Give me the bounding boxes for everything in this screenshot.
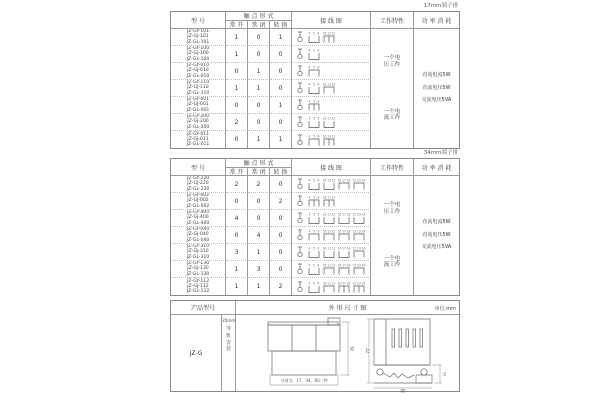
svg-text:4: 4: [308, 229, 310, 234]
normally-closed-count: 1: [248, 131, 270, 148]
changeover-count: 0: [270, 244, 292, 261]
working-characteristic-cell: [371, 176, 414, 295]
normally-closed-header: 常 闭: [248, 168, 270, 177]
svg-text:10: 10: [322, 229, 326, 234]
front-height-dimension: 70: [350, 346, 355, 352]
normally-closed-count: 0: [248, 46, 270, 63]
model-cell: [171, 176, 226, 193]
wiring-diagram-svg: [293, 114, 370, 130]
wiring-diagram-header: 接 线 图: [292, 12, 371, 29]
unit-label: 单位:mm: [434, 305, 456, 312]
svg-text:12: 12: [331, 229, 335, 234]
working-characteristic-header: 工作特性: [371, 159, 414, 176]
wiring-diagram-svg: [293, 132, 370, 148]
svg-text:6: 6: [317, 31, 319, 36]
svg-text:12: 12: [331, 246, 335, 251]
svg-text:23: 23: [356, 212, 361, 217]
svg-text:4: 4: [308, 195, 310, 200]
changeover-count: 1: [270, 29, 292, 46]
normally-open-count: 1: [226, 80, 248, 97]
model-name: JZ-GJ-220: [187, 181, 209, 187]
model-cell: [171, 131, 226, 148]
svg-text:6: 6: [317, 281, 319, 285]
svg-text:16: 16: [337, 246, 341, 251]
svg-text:24: 24: [361, 178, 365, 183]
svg-text:16: 16: [337, 263, 341, 268]
svg-text:22: 22: [352, 178, 356, 183]
wiring-diagram-svg: [293, 29, 370, 45]
model-name: JZ-GL-002: [186, 203, 210, 209]
model-name: JZ-GL-130: [186, 271, 210, 277]
changeover-count: 1: [270, 97, 292, 114]
svg-text:6: 6: [317, 82, 319, 87]
model-name: JZ-GL-110: [186, 90, 210, 96]
model-name: JZ-GY-101: [186, 29, 210, 35]
normally-closed-count: 4: [248, 227, 270, 244]
wiring-diagram-cell: [292, 176, 371, 193]
model-name: JZ-GL-010: [186, 73, 210, 79]
svg-text:17: 17: [341, 229, 346, 234]
power-consumption-line: 直流电压5W: [422, 84, 451, 91]
svg-text:11: 11: [326, 116, 331, 121]
svg-text:5: 5: [312, 178, 315, 183]
svg-text:11: 11: [326, 82, 331, 87]
normally-closed-count: 1: [248, 244, 270, 261]
power-consumption-line: 直流电压5W: [422, 231, 451, 238]
svg-text:11: 11: [326, 281, 331, 285]
normally-closed-count: 0: [248, 97, 270, 114]
model-name: JZ-GJ-002: [187, 198, 209, 204]
svg-text:4: 4: [308, 212, 310, 217]
normally-closed-count: 1: [248, 80, 270, 97]
normally-open-header: 常 开: [226, 21, 248, 30]
model-name: JZ-GL-400: [186, 220, 210, 226]
svg-text:24: 24: [361, 263, 365, 268]
wiring-diagram-svg: [293, 80, 370, 96]
normally-open-count: 0: [226, 97, 248, 114]
svg-text:10: 10: [322, 178, 326, 183]
power-consumption-header: 功 率 消 耗: [414, 159, 459, 176]
svg-text:23: 23: [356, 281, 361, 285]
svg-text:6: 6: [317, 65, 319, 70]
spec-table-17mm: [170, 11, 460, 149]
model-name: JZ-GY-310: [186, 244, 210, 250]
svg-text:11: 11: [326, 229, 331, 234]
svg-text:5: 5: [312, 281, 315, 285]
model-name: JZ-GY-200: [186, 114, 210, 120]
svg-text:18: 18: [346, 212, 350, 217]
model-name: JZ-GL-112: [186, 289, 210, 295]
changeover-count: 2: [270, 193, 292, 210]
svg-text:17: 17: [341, 281, 346, 285]
spec-table-34mm: [170, 158, 460, 296]
normally-closed-count: 2: [248, 176, 270, 193]
svg-text:6: 6: [317, 246, 319, 251]
normally-open-count: 0: [226, 193, 248, 210]
model-name: JZ-GJ-400: [187, 215, 209, 221]
wiring-diagram-cell: [292, 29, 371, 46]
model-name: JZ-GL-200: [186, 124, 210, 130]
svg-text:10: 10: [322, 263, 326, 268]
changeover-count: 0: [270, 80, 292, 97]
svg-text:12: 12: [331, 281, 335, 285]
model-name: JZ-GJ-011: [187, 136, 209, 142]
wiring-diagram-cell: [292, 278, 371, 295]
svg-text:5: 5: [312, 195, 315, 200]
model-name: JZ-GL-040: [186, 237, 210, 243]
normally-open-count: 1: [226, 278, 248, 295]
svg-text:24: 24: [361, 212, 365, 217]
svg-text:5: 5: [312, 134, 315, 138]
normally-closed-count: 0: [248, 193, 270, 210]
model-name: JZ-GJ-010: [187, 68, 209, 74]
model-cell: [171, 244, 226, 261]
outline-drawings: [236, 315, 459, 391]
svg-text:17: 17: [341, 246, 346, 251]
svg-text:16: 16: [337, 281, 341, 285]
model-cell: [171, 114, 226, 131]
model-cell: [171, 63, 226, 80]
normally-open-count: 1: [226, 46, 248, 63]
svg-text:24: 24: [361, 246, 365, 251]
normally-closed-count: 1: [248, 63, 270, 80]
normally-open-count: 0: [226, 63, 248, 80]
svg-text:4: 4: [308, 82, 310, 87]
normally-open-count: 3: [226, 244, 248, 261]
product-model-cell: JZ-G: [171, 315, 222, 391]
svg-text:22: 22: [352, 263, 356, 268]
changeover-count: 0: [270, 114, 292, 131]
terminal-size-label-34mm: 34mm端子排: [423, 150, 458, 156]
model-name: JZ-GL-100: [186, 56, 210, 62]
svg-text:23: 23: [356, 178, 361, 183]
svg-text:5: 5: [312, 65, 315, 70]
terminal-variants-note: 分别为：17、34、60三种: [280, 378, 328, 383]
svg-text:4: 4: [308, 263, 310, 268]
dimensions-header-label: 外 形 尺 寸 图: [328, 305, 367, 312]
mounting-size: 35mm: [222, 318, 236, 323]
model-name: JZ-GY-130: [186, 261, 210, 267]
svg-text:10: 10: [322, 82, 326, 87]
model-name: JZ-GY-040: [186, 227, 210, 233]
model-name: JZ-GY-002: [186, 193, 210, 199]
svg-text:18: 18: [346, 229, 350, 234]
model-name: JZ-GL-001: [186, 107, 210, 113]
mounting-vertical-text: 导轨安装: [225, 326, 231, 353]
changeover-count: 1: [270, 131, 292, 148]
wiring-diagram-cell: [292, 261, 371, 278]
working-mode: 一个电流工作: [383, 108, 401, 122]
wiring-diagram-svg: [293, 244, 370, 260]
svg-text:5: 5: [312, 263, 315, 268]
model-cell: [171, 29, 226, 46]
wiring-diagram-cell: [292, 210, 371, 227]
svg-text:4: 4: [308, 48, 310, 53]
side-view-drawing: [366, 315, 452, 393]
svg-text:10: 10: [322, 31, 326, 36]
model-name: JZ-GJ-310: [187, 249, 209, 255]
changeover-header: 转 换: [270, 168, 292, 177]
dimension-table: [170, 300, 460, 392]
svg-text:12: 12: [331, 82, 335, 87]
power-consumption-header: 功 率 消 耗: [414, 12, 459, 29]
wiring-diagram-cell: [292, 63, 371, 80]
svg-text:10: 10: [322, 281, 326, 285]
model-name: JZ-GL-101: [186, 39, 210, 45]
contact-form-header: 触 点 形 式: [226, 159, 292, 168]
changeover-count: 0: [270, 63, 292, 80]
power-consumption-line: 直流电流5W: [422, 219, 451, 226]
terminal-size-label-17mm: 17mm端子排: [423, 3, 458, 9]
changeover-header: 转 换: [270, 21, 292, 30]
normally-closed-count: 1: [248, 278, 270, 295]
svg-text:11: 11: [326, 134, 331, 138]
svg-text:12: 12: [331, 263, 335, 268]
wiring-diagram-cell: [292, 114, 371, 131]
dimension-table-body: [171, 315, 459, 391]
changeover-count: 0: [270, 227, 292, 244]
svg-text:6: 6: [317, 229, 319, 234]
svg-text:18: 18: [346, 263, 350, 268]
svg-text:10: 10: [322, 246, 326, 251]
svg-text:4: 4: [308, 281, 310, 285]
svg-text:12: 12: [331, 116, 335, 121]
svg-text:12: 12: [331, 212, 335, 217]
svg-text:16: 16: [337, 178, 341, 183]
model-name: JZ-GL-310: [186, 254, 210, 260]
wiring-diagram-svg: [293, 176, 370, 192]
model-name: JZ-GJ-100: [187, 51, 209, 57]
svg-text:4: 4: [308, 31, 310, 36]
model-name: JZ-GL-011: [186, 142, 210, 148]
svg-text:11: 11: [326, 246, 331, 251]
model-name: JZ-GJ-001: [187, 102, 209, 108]
wiring-diagram-svg: [293, 63, 370, 79]
working-mode: 一个电压工作: [383, 55, 401, 68]
svg-text:10: 10: [322, 116, 326, 121]
power-consumption-line: 交流电压5VA: [421, 97, 452, 104]
model-name: JZ-GY-100: [186, 46, 210, 52]
svg-text:4: 4: [308, 116, 310, 121]
dimension-table-header: [171, 301, 459, 315]
model-name: JZ-GY-011: [186, 131, 210, 137]
svg-text:5: 5: [312, 246, 315, 251]
svg-text:5: 5: [312, 31, 315, 36]
normally-open-count: 0: [226, 227, 248, 244]
model-cell: [171, 80, 226, 97]
normally-closed-count: 0: [248, 114, 270, 131]
svg-text:6: 6: [317, 212, 319, 217]
changeover-count: 2: [270, 278, 292, 295]
svg-text:17: 17: [341, 212, 346, 217]
model-name: JZ-GJ-200: [187, 119, 209, 125]
dimensions-header: [236, 301, 459, 314]
power-consumption-cell: [414, 29, 459, 148]
model-name: JZ-GJ-101: [187, 34, 209, 40]
svg-text:22: 22: [352, 229, 356, 234]
svg-text:23: 23: [356, 246, 361, 251]
svg-text:18: 18: [346, 246, 350, 251]
svg-text:5: 5: [312, 48, 315, 53]
normally-open-count: 1: [226, 29, 248, 46]
svg-text:5: 5: [312, 99, 315, 104]
working-mode: 一个电流工作: [383, 255, 401, 269]
svg-text:6: 6: [317, 178, 319, 183]
svg-text:6: 6: [317, 195, 319, 200]
svg-text:23: 23: [356, 263, 361, 268]
model-cell: [171, 97, 226, 114]
svg-text:5: 5: [312, 116, 315, 121]
svg-text:4: 4: [308, 99, 310, 104]
normally-open-count: 0: [226, 131, 248, 148]
normally-closed-count: 0: [248, 210, 270, 227]
side-width-dimension: 90: [400, 388, 406, 393]
svg-text:18: 18: [346, 178, 350, 183]
power-consumption-line: 交流电压5VA: [421, 244, 452, 251]
changeover-count: 0: [270, 261, 292, 278]
model-header: 型 号: [171, 159, 226, 176]
svg-text:22: 22: [352, 212, 356, 217]
svg-text:22: 22: [352, 246, 356, 251]
svg-text:6: 6: [317, 134, 319, 138]
normally-open-count: 2: [226, 114, 248, 131]
wiring-diagram-svg: [293, 279, 370, 295]
svg-text:10: 10: [322, 195, 326, 200]
svg-text:11: 11: [326, 31, 331, 36]
svg-text:12: 12: [331, 31, 335, 36]
model-cell: [171, 46, 226, 63]
model-cell: [171, 261, 226, 278]
svg-text:5: 5: [312, 212, 315, 217]
power-consumption-line: 直流电流5W: [422, 72, 451, 79]
svg-text:12: 12: [331, 178, 335, 183]
svg-text:5: 5: [312, 82, 315, 87]
svg-text:17: 17: [341, 263, 346, 268]
svg-text:4: 4: [308, 134, 310, 138]
side-height-dimension: 77: [366, 348, 371, 354]
svg-text:24: 24: [361, 229, 365, 234]
svg-text:18: 18: [346, 281, 350, 285]
changeover-count: 0: [270, 46, 292, 63]
model-header: 型 号: [171, 12, 226, 29]
svg-text:11: 11: [326, 178, 331, 183]
model-cell: [171, 210, 226, 227]
svg-text:16: 16: [337, 229, 341, 234]
svg-text:11: 11: [326, 212, 331, 217]
model-name: JZ-GY-220: [186, 176, 210, 182]
wiring-diagram-svg: [293, 227, 370, 243]
svg-text:12: 12: [331, 134, 335, 138]
svg-text:6: 6: [317, 116, 319, 121]
model-name: JZ-GJ-040: [187, 232, 209, 238]
svg-text:5: 5: [312, 229, 315, 234]
svg-text:6: 6: [317, 48, 319, 53]
svg-text:10: 10: [322, 212, 326, 217]
product-model-header: 产品型号: [171, 301, 236, 314]
clip-height-dimension: 52: [443, 371, 447, 377]
svg-text:11: 11: [326, 263, 331, 268]
normally-open-header: 常 开: [226, 168, 248, 177]
wiring-diagram-cell: [292, 244, 371, 261]
svg-text:22: 22: [352, 281, 356, 285]
normally-closed-count: 0: [248, 29, 270, 46]
changeover-count: 0: [270, 176, 292, 193]
wiring-diagram-svg: [293, 97, 370, 113]
svg-text:23: 23: [356, 229, 361, 234]
svg-text:12: 12: [331, 195, 335, 200]
svg-text:6: 6: [317, 263, 319, 268]
mounting-cell: [222, 315, 236, 391]
normally-open-count: 2: [226, 176, 248, 193]
power-consumption-cell: [414, 176, 459, 295]
wiring-diagram-cell: [292, 97, 371, 114]
model-name: JZ-GY-400: [186, 210, 210, 216]
model-name: JZ-GL-220: [186, 186, 210, 192]
svg-text:4: 4: [308, 246, 310, 251]
svg-text:4: 4: [308, 178, 310, 183]
wiring-diagram-cell: [292, 46, 371, 63]
changeover-count: 0: [270, 210, 292, 227]
wiring-diagram-svg: [293, 46, 370, 62]
working-mode: 一个电压工作: [383, 202, 401, 215]
model-name: JZ-GJ-112: [187, 283, 209, 289]
svg-text:6: 6: [317, 99, 319, 104]
model-name: JZ-GY-110: [186, 80, 210, 86]
svg-text:4: 4: [308, 65, 310, 70]
svg-text:24: 24: [361, 281, 365, 285]
wiring-diagram-cell: [292, 80, 371, 97]
normally-closed-count: 3: [248, 261, 270, 278]
svg-text:11: 11: [326, 195, 331, 200]
svg-text:16: 16: [337, 212, 341, 217]
wiring-diagram-svg: [293, 261, 370, 277]
wiring-diagram-cell: [292, 193, 371, 210]
working-characteristic-cell: [371, 29, 414, 148]
model-cell: [171, 278, 226, 295]
normally-open-count: 1: [226, 261, 248, 278]
model-name: JZ-GY-112: [186, 278, 210, 284]
normally-open-count: 4: [226, 210, 248, 227]
front-view-drawing: [262, 316, 358, 391]
model-name: JZ-GJ-130: [187, 266, 209, 272]
wiring-diagram-cell: [292, 227, 371, 244]
normally-closed-header: 常 闭: [248, 21, 270, 30]
model-name: JZ-GY-010: [186, 63, 210, 69]
model-name: JZ-GY-001: [186, 97, 210, 103]
svg-text:10: 10: [322, 134, 326, 138]
wiring-diagram-cell: [292, 131, 371, 148]
wiring-diagram-svg: [293, 210, 370, 226]
model-name: JZ-GJ-110: [187, 85, 209, 91]
model-cell: [171, 227, 226, 244]
working-characteristic-header: 工作特性: [371, 12, 414, 29]
wiring-diagram-svg: [293, 193, 370, 209]
svg-text:17: 17: [341, 178, 346, 183]
contact-form-header: 触 点 形 式: [226, 12, 292, 21]
model-cell: [171, 193, 226, 210]
wiring-diagram-header: 接 线 图: [292, 159, 371, 176]
